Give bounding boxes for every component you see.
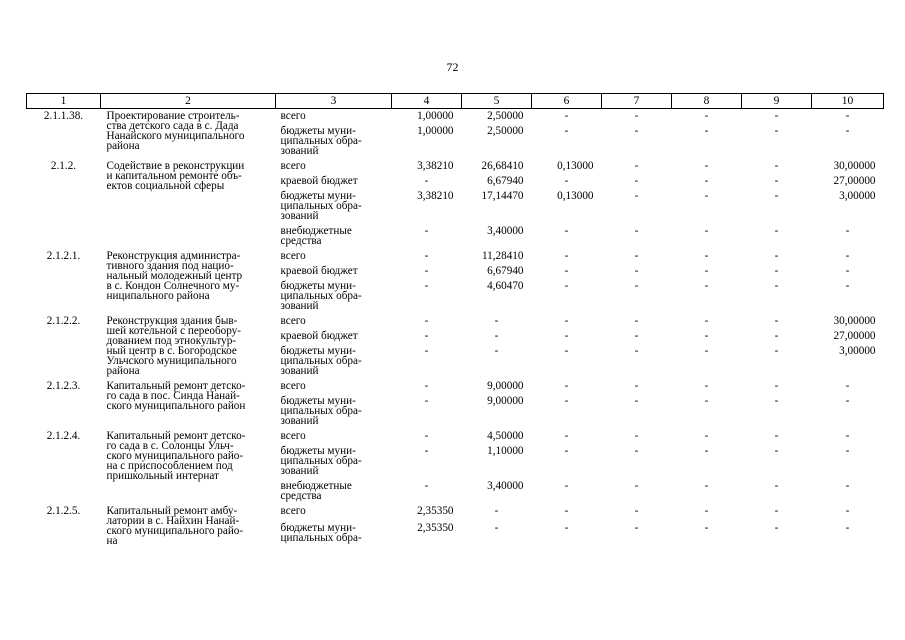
- value-cell: -: [424, 395, 429, 407]
- value-cell: 27,00000: [833, 330, 876, 342]
- funding-source: бюджеты муни- ципальных обра- зований: [280, 125, 362, 157]
- value-cell: 3,38210: [417, 160, 454, 172]
- item-name: Капитальный ремонт детско- го сада в с. Солонцы Ульч- ского муниципального райо- на с приспособлением под пришкольный интернат: [106, 430, 246, 482]
- table-row: [27, 429, 884, 444]
- value-cell: -: [634, 190, 639, 202]
- value-cell: -: [424, 315, 429, 327]
- value-cell: -: [424, 225, 429, 237]
- value-cell: 3,38210: [417, 190, 454, 202]
- value-cell: -: [564, 265, 569, 277]
- value-cell: -: [564, 250, 569, 262]
- funding-source: бюджеты муни- ципальных обра- зований: [280, 395, 362, 427]
- funding-source: внебюджетные средства: [280, 480, 352, 502]
- value-cell: -: [704, 395, 709, 407]
- value-cell: -: [634, 445, 639, 457]
- item-number: 2.1.2.4.: [46, 430, 81, 442]
- value-cell: -: [845, 110, 850, 122]
- funding-source: всего: [280, 250, 306, 262]
- value-cell: -: [704, 265, 709, 277]
- value-cell: -: [774, 225, 779, 237]
- value-cell: -: [634, 505, 639, 517]
- value-cell: 0,13000: [557, 190, 594, 202]
- value-cell: -: [634, 380, 639, 392]
- value-cell: -: [845, 521, 850, 534]
- value-cell: -: [774, 521, 779, 534]
- column-number: 5: [462, 94, 532, 109]
- value-cell: -: [564, 225, 569, 237]
- column-number-row: [27, 94, 884, 109]
- item-name: Реконструкция здания быв- шей котельной с переобору- дованием под этнокультур- ный центр в с. Богородское Ульчского муниципального района: [106, 315, 242, 377]
- value-cell: -: [564, 125, 569, 137]
- table-row: [27, 379, 884, 394]
- value-cell: -: [634, 160, 639, 172]
- value-cell: 6,67940: [487, 265, 524, 277]
- value-cell: 2,50000: [487, 110, 524, 122]
- value-cell: -: [634, 175, 639, 187]
- value-cell: -: [564, 505, 569, 517]
- value-cell: -: [634, 395, 639, 407]
- value-cell: -: [564, 480, 569, 492]
- value-cell: -: [845, 250, 850, 262]
- item-number: 2.1.2.: [50, 160, 77, 172]
- value-cell: -: [494, 521, 499, 534]
- value-cell: 2,35350: [417, 521, 454, 534]
- value-cell: -: [845, 505, 850, 517]
- value-cell: -: [774, 160, 779, 172]
- value-cell: -: [704, 190, 709, 202]
- value-cell: -: [634, 345, 639, 357]
- value-cell: -: [845, 430, 850, 442]
- value-cell: -: [774, 125, 779, 137]
- value-cell: -: [774, 430, 779, 442]
- value-cell: -: [424, 445, 429, 457]
- funding-source: краевой бюджет: [280, 265, 358, 277]
- value-cell: -: [494, 330, 499, 342]
- value-cell: -: [704, 110, 709, 122]
- value-cell: 4,60470: [487, 280, 524, 292]
- item-name: Капитальный ремонт детско- го сада в пос. Синда Нанай- ского муниципального район: [106, 380, 246, 412]
- value-cell: -: [564, 395, 569, 407]
- funding-source: всего: [280, 430, 306, 442]
- column-number: 2: [101, 94, 276, 109]
- value-cell: -: [634, 250, 639, 262]
- value-cell: -: [845, 480, 850, 492]
- value-cell: -: [424, 280, 429, 292]
- funding-source: краевой бюджет: [280, 175, 358, 187]
- value-cell: -: [774, 505, 779, 517]
- value-cell: -: [564, 280, 569, 292]
- budget-table: [26, 93, 884, 549]
- value-cell: -: [845, 445, 850, 457]
- item-number: 2.1.1.38.: [43, 110, 84, 122]
- value-cell: -: [845, 125, 850, 137]
- value-cell: 9,00000: [487, 395, 524, 407]
- funding-source: всего: [280, 380, 306, 392]
- value-cell: -: [774, 330, 779, 342]
- value-cell: -: [704, 445, 709, 457]
- value-cell: -: [704, 315, 709, 327]
- value-cell: -: [704, 160, 709, 172]
- value-cell: 17,14470: [481, 190, 524, 202]
- item-name: Реконструкция администра- тивного здания под нацио- нальный молодежный центр в с. Кондон Солнечного му- ниципального района: [106, 250, 243, 302]
- item-name: Проектирование строитель- ства детского сада в с. Дада Нанайского муниципального района: [106, 110, 245, 152]
- value-cell: -: [564, 330, 569, 342]
- table-body: [27, 109, 884, 550]
- item-number: 2.1.2.2.: [46, 315, 81, 327]
- item-number: 2.1.2.3.: [46, 380, 81, 392]
- column-number: 6: [532, 94, 602, 109]
- value-cell: 30,00000: [833, 315, 876, 327]
- funding-source: бюджеты муни- ципальных обра- зований: [280, 280, 362, 312]
- funding-source: бюджеты муни- ципальных обра- зований: [280, 190, 362, 222]
- value-cell: -: [564, 110, 569, 122]
- value-cell: -: [424, 265, 429, 277]
- value-cell: -: [704, 480, 709, 492]
- value-cell: -: [774, 110, 779, 122]
- value-cell: 3,40000: [487, 480, 524, 492]
- table-row: [27, 109, 884, 125]
- value-cell: -: [845, 395, 850, 407]
- value-cell: 0,13000: [557, 160, 594, 172]
- column-number: 7: [602, 94, 672, 109]
- value-cell: -: [704, 250, 709, 262]
- value-cell: -: [634, 265, 639, 277]
- value-cell: -: [424, 250, 429, 262]
- funding-source: краевой бюджет: [280, 330, 358, 342]
- value-cell: -: [704, 380, 709, 392]
- value-cell: -: [845, 280, 850, 292]
- value-cell: 3,00000: [839, 190, 876, 202]
- value-cell: -: [494, 505, 499, 517]
- page-number: 72: [446, 60, 459, 74]
- value-cell: -: [564, 445, 569, 457]
- value-cell: 2,35350: [417, 505, 454, 517]
- value-cell: -: [424, 330, 429, 342]
- value-cell: -: [634, 480, 639, 492]
- value-cell: -: [704, 345, 709, 357]
- value-cell: 11,28410: [481, 250, 524, 262]
- value-cell: -: [704, 521, 709, 534]
- value-cell: -: [845, 225, 850, 237]
- value-cell: -: [564, 345, 569, 357]
- funding-source: всего: [280, 315, 306, 327]
- value-cell: 1,00000: [417, 125, 454, 137]
- value-cell: -: [704, 225, 709, 237]
- value-cell: 4,50000: [487, 430, 524, 442]
- value-cell: 1,00000: [417, 110, 454, 122]
- value-cell: -: [564, 430, 569, 442]
- value-cell: -: [845, 380, 850, 392]
- value-cell: -: [634, 280, 639, 292]
- value-cell: -: [774, 445, 779, 457]
- value-cell: -: [774, 280, 779, 292]
- column-number: 8: [672, 94, 742, 109]
- value-cell: 30,00000: [833, 160, 876, 172]
- value-cell: -: [634, 330, 639, 342]
- funding-source: внебюджетные средства: [280, 225, 352, 247]
- value-cell: -: [634, 430, 639, 442]
- value-cell: -: [564, 521, 569, 534]
- value-cell: -: [774, 480, 779, 492]
- value-cell: 3,00000: [839, 345, 876, 357]
- value-cell: -: [634, 315, 639, 327]
- value-cell: 1,10000: [487, 445, 524, 457]
- funding-source: бюджеты муни- ципальных обра- зований: [280, 445, 362, 477]
- value-cell: 6,67940: [487, 175, 524, 187]
- value-cell: -: [704, 280, 709, 292]
- value-cell: -: [424, 480, 429, 492]
- column-number: 3: [276, 94, 392, 109]
- value-cell: 27,00000: [833, 175, 876, 187]
- value-cell: -: [424, 380, 429, 392]
- value-cell: -: [634, 225, 639, 237]
- value-cell: 2,50000: [487, 125, 524, 137]
- value-cell: -: [704, 430, 709, 442]
- value-cell: -: [774, 250, 779, 262]
- value-cell: -: [774, 380, 779, 392]
- value-cell: -: [564, 315, 569, 327]
- value-cell: 3,40000: [487, 225, 524, 237]
- value-cell: -: [774, 345, 779, 357]
- item-number: 2.1.2.5.: [46, 505, 81, 517]
- item-number: 2.1.2.1.: [46, 250, 81, 262]
- column-number: 4: [392, 94, 462, 109]
- value-cell: -: [774, 265, 779, 277]
- value-cell: -: [704, 175, 709, 187]
- value-cell: -: [634, 110, 639, 122]
- value-cell: -: [424, 175, 429, 187]
- value-cell: -: [424, 345, 429, 357]
- value-cell: -: [704, 330, 709, 342]
- table-row: [27, 314, 884, 329]
- value-cell: -: [704, 505, 709, 517]
- value-cell: -: [494, 345, 499, 357]
- funding-source: бюджеты муни- ципальных обра-: [280, 521, 362, 544]
- value-cell: 26,68410: [481, 160, 524, 172]
- table-row: [27, 159, 884, 174]
- column-number: 9: [742, 94, 812, 109]
- table-row: [27, 504, 884, 521]
- column-number: 10: [812, 94, 884, 109]
- value-cell: -: [564, 380, 569, 392]
- item-name: Содействие в реконструкции и капитальном ремонте объ- ектов социальной сферы: [106, 160, 245, 192]
- table-row: [27, 249, 884, 264]
- value-cell: -: [774, 395, 779, 407]
- value-cell: -: [774, 190, 779, 202]
- value-cell: -: [845, 265, 850, 277]
- funding-source: всего: [280, 505, 306, 517]
- column-number: 1: [27, 94, 101, 109]
- item-name: Капитальный ремонт амбу- латории в с. Найхин Нанай- ского муниципального райо- на: [106, 505, 244, 547]
- value-cell: -: [634, 521, 639, 534]
- funding-source: бюджеты муни- ципальных обра- зований: [280, 345, 362, 377]
- value-cell: -: [704, 125, 709, 137]
- value-cell: -: [774, 175, 779, 187]
- value-cell: -: [634, 125, 639, 137]
- value-cell: -: [564, 175, 569, 187]
- funding-source: всего: [280, 110, 306, 122]
- value-cell: -: [494, 315, 499, 327]
- value-cell: 9,00000: [487, 380, 524, 392]
- funding-source: всего: [280, 160, 306, 172]
- value-cell: -: [424, 430, 429, 442]
- value-cell: -: [774, 315, 779, 327]
